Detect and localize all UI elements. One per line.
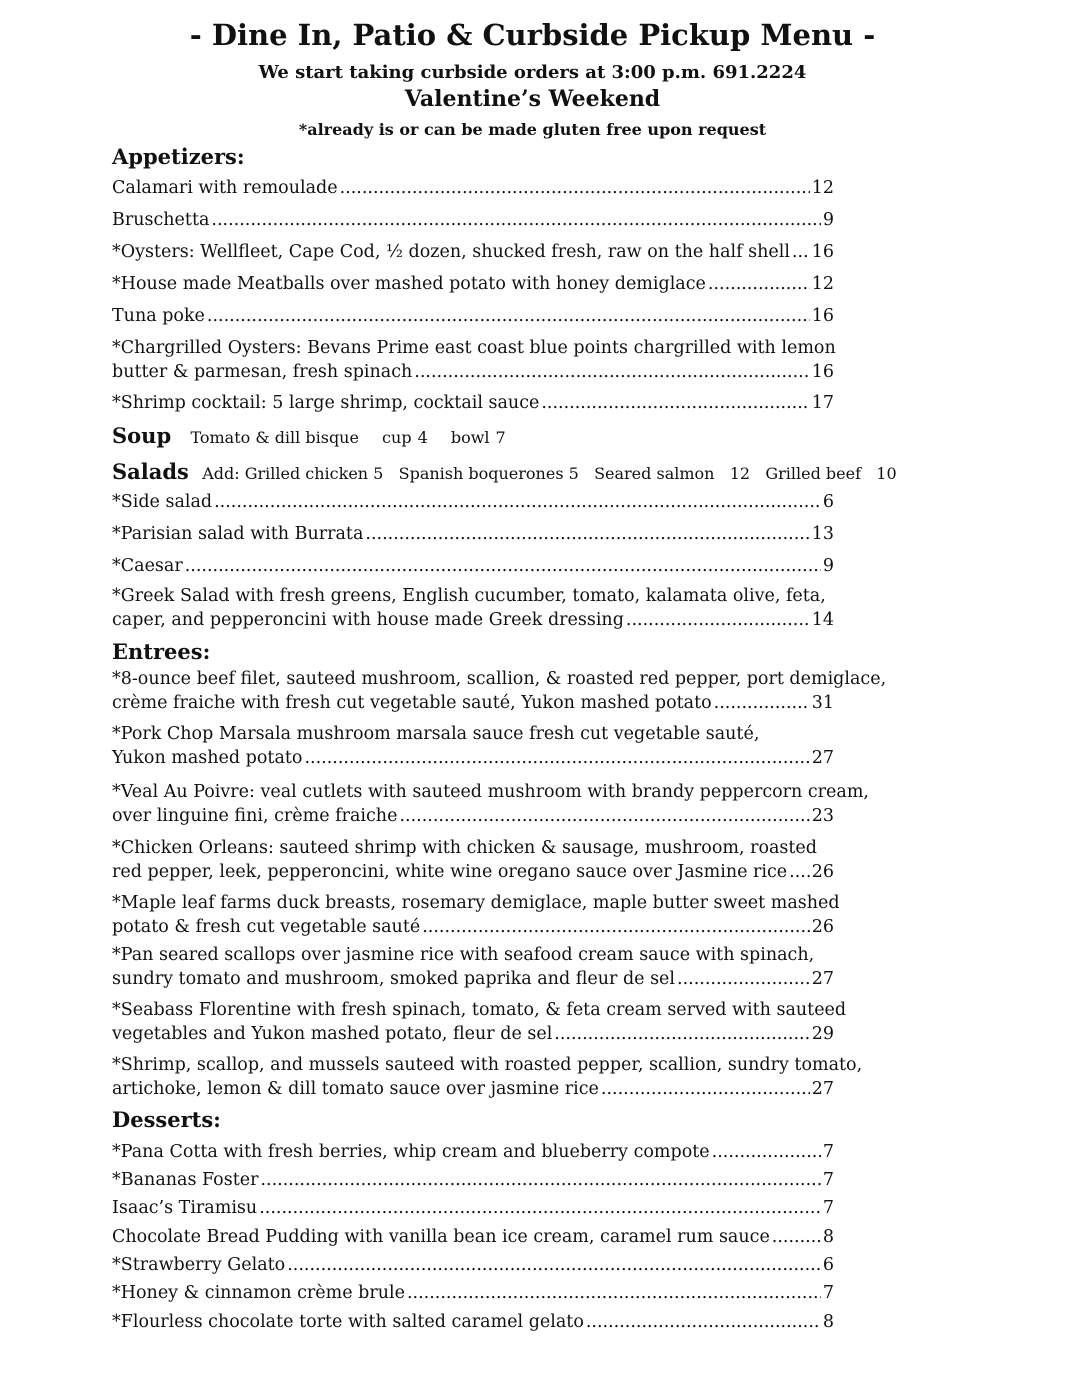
menu-item bbox=[112, 584, 834, 632]
item-name: *Strawberry Gelato bbox=[112, 1255, 286, 1275]
item-description-line: *Chargrilled Oysters: Bevans Prime east coast blue points chargrilled with lemon bbox=[112, 338, 836, 358]
item-price: 16 bbox=[811, 242, 834, 262]
item-description-line: *Seabass Florentine with fresh spinach, tomato, & feta cream served with sauteed bbox=[112, 1000, 847, 1020]
item-price: 12 bbox=[811, 178, 834, 198]
item-name: *Caesar bbox=[112, 556, 183, 576]
item-name: Bruschetta bbox=[112, 210, 210, 230]
salads-line bbox=[112, 459, 897, 484]
item-price: 27 bbox=[811, 1079, 834, 1099]
leader-dots bbox=[211, 208, 820, 232]
leader-dots bbox=[792, 240, 810, 264]
leader-dots bbox=[365, 522, 809, 546]
soup-bowl-label: bowl bbox=[450, 428, 490, 447]
gluten-free-note: *already is or can be made gluten free upon request bbox=[298, 120, 767, 139]
leader-dots bbox=[708, 272, 810, 296]
item-price: 26 bbox=[811, 862, 834, 882]
item-name: artichoke, lemon & dill tomato sauce over jasmine rice bbox=[112, 1079, 599, 1099]
menu-item bbox=[112, 391, 834, 415]
leader-dots bbox=[422, 915, 810, 939]
menu-item bbox=[112, 998, 847, 1046]
leader-dots bbox=[789, 860, 810, 884]
menu-item bbox=[112, 1168, 834, 1192]
item-name: red pepper, leek, pepperoncini, white wine oregano sauce over Jasmine rice bbox=[112, 862, 788, 882]
salads-heading: Salads bbox=[112, 459, 189, 484]
item-name: *House made Meatballs over mashed potato with honey demiglace bbox=[112, 274, 706, 294]
item-price: 8 bbox=[822, 1312, 834, 1332]
item-price: 6 bbox=[822, 492, 834, 512]
item-price: 17 bbox=[811, 393, 834, 413]
item-name: Calamari with remoulade bbox=[112, 178, 338, 198]
item-name: *Shrimp cocktail: 5 large shrimp, cocktail sauce bbox=[112, 393, 540, 413]
item-price: 26 bbox=[811, 917, 834, 937]
item-name: *Bananas Foster bbox=[112, 1170, 259, 1190]
soup-cup-price: 4 bbox=[417, 428, 428, 447]
item-name: *Side salad bbox=[112, 492, 213, 512]
item-description-line: *Shrimp, scallop, and mussels sauteed with roasted pepper, scallion, sundry tomato, bbox=[112, 1055, 863, 1075]
menu-item bbox=[112, 1253, 834, 1277]
item-price: 7 bbox=[822, 1283, 834, 1303]
item-price: 7 bbox=[822, 1198, 834, 1218]
item-description-line: *Maple leaf farms duck breasts, rosemary demiglace, maple butter sweet mashed bbox=[112, 893, 840, 913]
leader-dots bbox=[772, 1225, 821, 1249]
soup-cup-label: cup bbox=[382, 428, 412, 447]
item-name: *Oysters: Wellfleet, Cape Cod, ½ dozen, shucked fresh, raw on the half shell bbox=[112, 242, 790, 262]
item-description-line: *Pork Chop Marsala mushroom marsala sauce fresh cut vegetable sauté, bbox=[112, 724, 760, 744]
menu-item bbox=[112, 272, 834, 296]
item-price: 31 bbox=[811, 693, 834, 713]
leader-dots bbox=[712, 1140, 821, 1164]
entrees-heading: Entrees: bbox=[112, 639, 211, 664]
item-price: 14 bbox=[811, 610, 834, 630]
menu-item bbox=[112, 667, 887, 715]
menu-item bbox=[112, 240, 834, 264]
menu-item bbox=[112, 1140, 834, 1164]
leader-dots bbox=[214, 490, 821, 514]
item-name: vegetables and Yukon mashed potato, fleur de sel bbox=[112, 1024, 553, 1044]
leader-dots bbox=[414, 360, 809, 384]
item-price: 12 bbox=[811, 274, 834, 294]
item-price: 9 bbox=[822, 210, 834, 230]
item-name: crème fraiche with fresh cut vegetable sauté, Yukon mashed potato bbox=[112, 693, 712, 713]
leader-dots bbox=[259, 1196, 821, 1220]
item-price: 16 bbox=[811, 306, 834, 326]
item-name: *Pana Cotta with fresh berries, whip cream and blueberry compote bbox=[112, 1142, 710, 1162]
item-description-line: *Greek Salad with fresh greens, English cucumber, tomato, kalamata olive, feta, bbox=[112, 586, 826, 606]
menu-item bbox=[112, 208, 834, 232]
menu-item bbox=[112, 1053, 863, 1101]
item-price: 7 bbox=[822, 1142, 834, 1162]
item-price: 13 bbox=[811, 524, 834, 544]
soup-name: Tomato & dill bisque bbox=[190, 428, 359, 447]
leader-dots bbox=[407, 1281, 821, 1305]
menu-item bbox=[112, 522, 834, 546]
leader-dots bbox=[340, 176, 810, 200]
item-name: caper, and pepperoncini with house made Greek dressing bbox=[112, 610, 624, 630]
desserts-heading: Desserts: bbox=[112, 1107, 221, 1132]
salad-addons: Add: Grilled chicken 5 Spanish boquerones 5 Seared salmon 12 Grilled beef 10 bbox=[202, 464, 897, 483]
menu-item bbox=[112, 780, 869, 828]
leader-dots bbox=[185, 554, 821, 578]
item-name: Tuna poke bbox=[112, 306, 205, 326]
item-description-line: *Chicken Orleans: sauteed shrimp with chicken & sausage, mushroom, roasted bbox=[112, 838, 817, 858]
leader-dots bbox=[287, 1253, 821, 1277]
item-description-line: *8-ounce beef filet, sauteed mushroom, scallion, & roasted red pepper, port demiglace, bbox=[112, 669, 887, 689]
item-name: *Honey & cinnamon crème brule bbox=[112, 1283, 405, 1303]
item-name: over linguine fini, crème fraiche bbox=[112, 806, 398, 826]
menu-item bbox=[112, 490, 834, 514]
item-description-line: *Pan seared scallops over jasmine rice with seafood cream sauce with spinach, bbox=[112, 945, 815, 965]
item-price: 27 bbox=[811, 969, 834, 989]
menu-item bbox=[112, 943, 834, 991]
leader-dots bbox=[601, 1077, 810, 1101]
menu-item bbox=[112, 1196, 834, 1220]
leader-dots bbox=[541, 391, 809, 415]
item-price: 9 bbox=[822, 556, 834, 576]
leader-dots bbox=[677, 967, 810, 991]
item-description-line: *Veal Au Poivre: veal cutlets with sauteed mushroom with brandy peppercorn cream, bbox=[112, 782, 869, 802]
leader-dots bbox=[554, 1022, 809, 1046]
menu-item bbox=[112, 304, 834, 328]
item-name: *Flourless chocolate torte with salted caramel gelato bbox=[112, 1312, 584, 1332]
curbside-note: We start taking curbside orders at 3:00 p.m. 691.2224 bbox=[258, 62, 807, 83]
item-name: potato & fresh cut vegetable sauté bbox=[112, 917, 421, 937]
item-name: Yukon mashed potato bbox=[112, 748, 303, 768]
item-name: *Parisian salad with Burrata bbox=[112, 524, 364, 544]
menu-item bbox=[112, 554, 834, 578]
item-name: Chocolate Bread Pudding with vanilla bean ice cream, caramel rum sauce bbox=[112, 1227, 770, 1247]
soup-bowl-price: 7 bbox=[495, 428, 506, 447]
menu-item bbox=[112, 1281, 834, 1305]
item-price: 27 bbox=[811, 748, 834, 768]
item-name: sundry tomato and mushroom, smoked paprika and fleur de sel bbox=[112, 969, 675, 989]
leader-dots bbox=[586, 1310, 821, 1334]
menu-item bbox=[112, 722, 834, 770]
leader-dots bbox=[399, 804, 809, 828]
item-price: 16 bbox=[811, 362, 834, 382]
menu-item bbox=[112, 836, 834, 884]
menu-item bbox=[112, 176, 834, 200]
soup-line bbox=[112, 423, 524, 448]
menu-item bbox=[112, 1225, 834, 1249]
item-price: 29 bbox=[811, 1024, 834, 1044]
soup-heading: Soup bbox=[112, 423, 172, 448]
leader-dots bbox=[714, 691, 810, 715]
menu-item bbox=[112, 891, 840, 939]
appetizers-heading: Appetizers: bbox=[112, 144, 245, 169]
item-name: Isaac’s Tiramisu bbox=[112, 1198, 258, 1218]
menu-item bbox=[112, 336, 834, 384]
occasion-title: Valentine’s Weekend bbox=[404, 86, 661, 112]
leader-dots bbox=[260, 1168, 820, 1192]
leader-dots bbox=[304, 746, 809, 770]
menu-item bbox=[112, 1310, 834, 1334]
menu-title: - Dine In, Patio & Curbside Pickup Menu - bbox=[189, 18, 876, 52]
item-price: 8 bbox=[822, 1227, 834, 1247]
item-name: butter & parmesan, fresh spinach bbox=[112, 362, 413, 382]
item-price: 23 bbox=[811, 806, 834, 826]
item-price: 6 bbox=[822, 1255, 834, 1275]
item-price: 7 bbox=[822, 1170, 834, 1190]
leader-dots bbox=[207, 304, 810, 328]
leader-dots bbox=[626, 608, 810, 632]
